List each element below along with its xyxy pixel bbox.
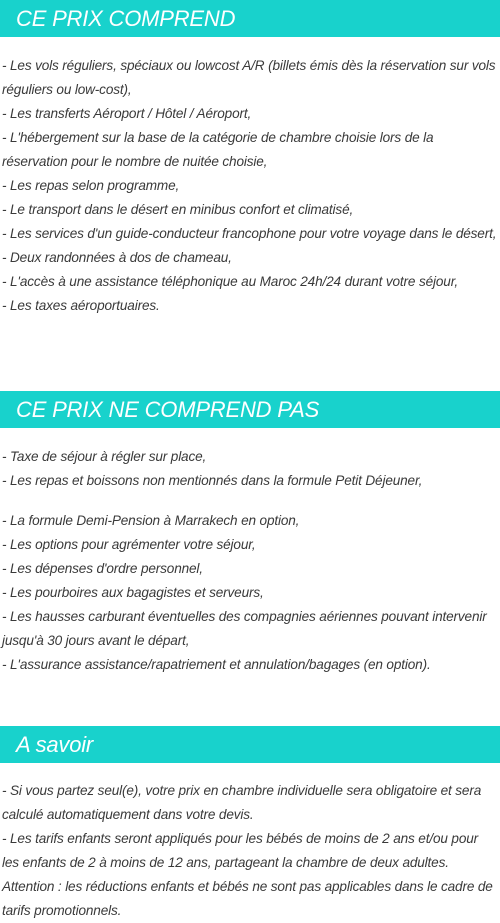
- list-item: - Les taxes aéroportuaires.: [2, 298, 160, 313]
- list-item: - La formule Demi-Pension à Marrakech en option,: [2, 513, 300, 528]
- list-item: - Les services d'un guide-conducteur francophone pour votre voyage dans le désert,: [2, 226, 497, 241]
- excludes-list-continued: [0, 509, 500, 677]
- list-item: - Le transport dans le désert en minibus confort et climatisé,: [2, 202, 354, 217]
- includes-list: [0, 54, 500, 318]
- list-item: - L'accès à une assistance téléphonique au Maroc 24h/24 durant votre séjour,: [2, 274, 458, 289]
- list-item: - Les repas et boissons non mentionnés dans la formule Petit Déjeuner,: [2, 473, 423, 488]
- list-item: - Les options pour agrémenter votre séjour,: [2, 537, 256, 552]
- section-title: CE PRIX NE COMPREND PAS: [16, 396, 320, 422]
- list-item: - Les pourboires aux bagagistes et serveurs,: [2, 585, 264, 600]
- list-item: - Si vous partez seul(e), votre prix en chambre individuelle sera obligatoire et sera calculé automatiquement dans votre devis.: [2, 783, 482, 822]
- list-item: - Les tarifs enfants seront appliqués pour les bébés de moins de 2 ans et/ou pour les enfants de 2 à moins de 12 ans, partageant la chambre de deux adultes.: [2, 831, 479, 870]
- list-item: Attention : les réductions enfants et bébés ne sont pas applicables dans le cadre de tarifs promotionnels.: [2, 879, 493, 918]
- excludes-list: [0, 445, 500, 493]
- section-heading-includes: [0, 0, 500, 37]
- list-item: - Les transferts Aéroport / Hôtel / Aéroport,: [2, 106, 252, 121]
- list-item: - Les repas selon programme,: [2, 178, 180, 193]
- section-heading-good-to-know: [0, 726, 500, 763]
- list-item: - Les dépenses d'ordre personnel,: [2, 561, 203, 576]
- list-item: - Les vols réguliers, spéciaux ou lowcost A/R (billets émis dès la réservation sur vols réguliers ou low-cost),: [2, 58, 496, 97]
- list-item: - L'hébergement sur la base de la catégorie de chambre choisie lors de la réservation pour le nombre de nuitée choisie,: [2, 130, 434, 169]
- section-title: A savoir: [16, 731, 94, 757]
- section-heading-excludes: [0, 391, 500, 428]
- good-to-know-list: [0, 779, 500, 923]
- list-item: - L'assurance assistance/rapatriement et annulation/bagages (en option).: [2, 657, 431, 672]
- list-item: - Taxe de séjour à régler sur place,: [2, 449, 207, 464]
- section-title: CE PRIX COMPREND: [16, 5, 236, 31]
- list-item: - Deux randonnées à dos de chameau,: [2, 250, 232, 265]
- list-item: - Les hausses carburant éventuelles des compagnies aériennes pouvant intervenir jusqu'à 30 jours avant le départ,: [2, 609, 487, 648]
